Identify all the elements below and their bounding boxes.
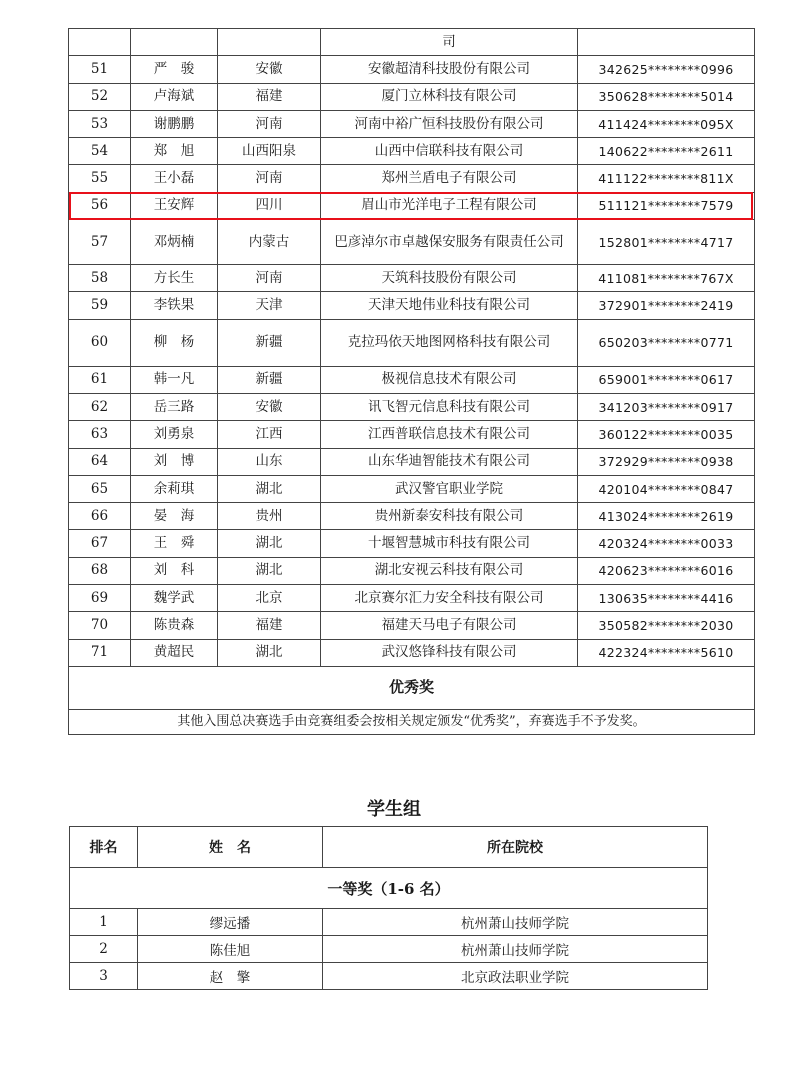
award-row	[69, 666, 755, 709]
table-row: 60 柳 杨 新疆 克拉玛依天地图网格科技有限公司 650203********0771	[69, 319, 755, 366]
header-name: 姓 名	[138, 827, 323, 868]
table-row: 70 陈贵森 福建 福建天马电子有限公司 350582********2030	[69, 612, 755, 639]
table-row: 2 陈佳旭 杭州萧山技师学院	[70, 936, 708, 963]
table-header	[70, 827, 708, 868]
table-row: 51 严 骏 安徽 安徽超清科技股份有限公司 342625********0996	[69, 56, 755, 83]
table-row: 62 岳三路 安徽 讯飞智元信息科技有限公司 341203********0917	[69, 393, 755, 420]
header-school: 所在院校	[323, 827, 708, 868]
table-row: 58 方长生 河南 天筑科技股份有限公司 411081********767X	[69, 265, 755, 292]
table-row: 1 缪远播 杭州萧山技师学院	[70, 909, 708, 936]
table-row: 65 余莉琪 湖北 武汉警官职业学院 420104********0847	[69, 475, 755, 502]
table-row-highlighted: 56 王安辉 四川 眉山市光洋电子工程有限公司 511121********7579	[69, 192, 755, 219]
table-row: 69 魏学武 北京 北京赛尔汇力安全科技有限公司 130635********4416	[69, 585, 755, 612]
table-row: 64 刘 博 山东 山东华迪智能技术有限公司 372929********0938	[69, 448, 755, 475]
table-row: 52 卢海斌 福建 厦门立林科技有限公司 350628********5014	[69, 83, 755, 110]
table-row	[69, 29, 755, 56]
table-row: 59 李铁果 天津 天津天地伟业科技有限公司 372901********2419	[69, 292, 755, 319]
winners-table	[68, 28, 755, 735]
student-table	[69, 826, 708, 990]
highlight-box	[69, 192, 753, 220]
table-row: 57 邓炳楠 内蒙古 巴彦淖尔市卓越保安服务有限责任公司 152801********4717	[69, 220, 755, 265]
section-title: 学生组	[367, 799, 421, 820]
header-rank: 排名	[70, 827, 138, 868]
table-row: 53 谢鹏鹏 河南 河南中裕广恒科技股份有限公司 411424********095X	[69, 110, 755, 137]
table-row: 68 刘 科 湖北 湖北安视云科技有限公司 420623********6016	[69, 557, 755, 584]
table-row: 55 王小磊 河南 郑州兰盾电子有限公司 411122********811X	[69, 165, 755, 192]
table-row: 61 韩一凡 新疆 极视信息技术有限公司 659001********0617	[69, 366, 755, 393]
table-row: 3 赵 擎 北京政法职业学院	[70, 963, 708, 990]
table-row: 54 郑 旭 山西阳泉 山西中信联科技有限公司 140622********2611	[69, 138, 755, 165]
company-cell: 司	[321, 29, 578, 56]
award-row	[70, 868, 708, 909]
award-title: 一等奖（1-6 名）	[70, 868, 708, 909]
table-row: 67 王 舜 湖北 十堰智慧城市科技有限公司 420324********0033	[69, 530, 755, 557]
table-row: 63 刘勇泉 江西 江西普联信息技术有限公司 360122********0035	[69, 421, 755, 448]
award-title: 优秀奖	[69, 666, 755, 709]
table-row: 66 晏 海 贵州 贵州新泰安科技有限公司 413024********2619	[69, 503, 755, 530]
award-note-row	[69, 709, 755, 734]
award-note: 其他入围总决赛选手由竞赛组委会按相关规定颁发“优秀奖”，弃赛选手不予发奖。	[69, 709, 755, 734]
table-row: 71 黄超民 湖北 武汉悠锋科技有限公司 422324********5610	[69, 639, 755, 666]
